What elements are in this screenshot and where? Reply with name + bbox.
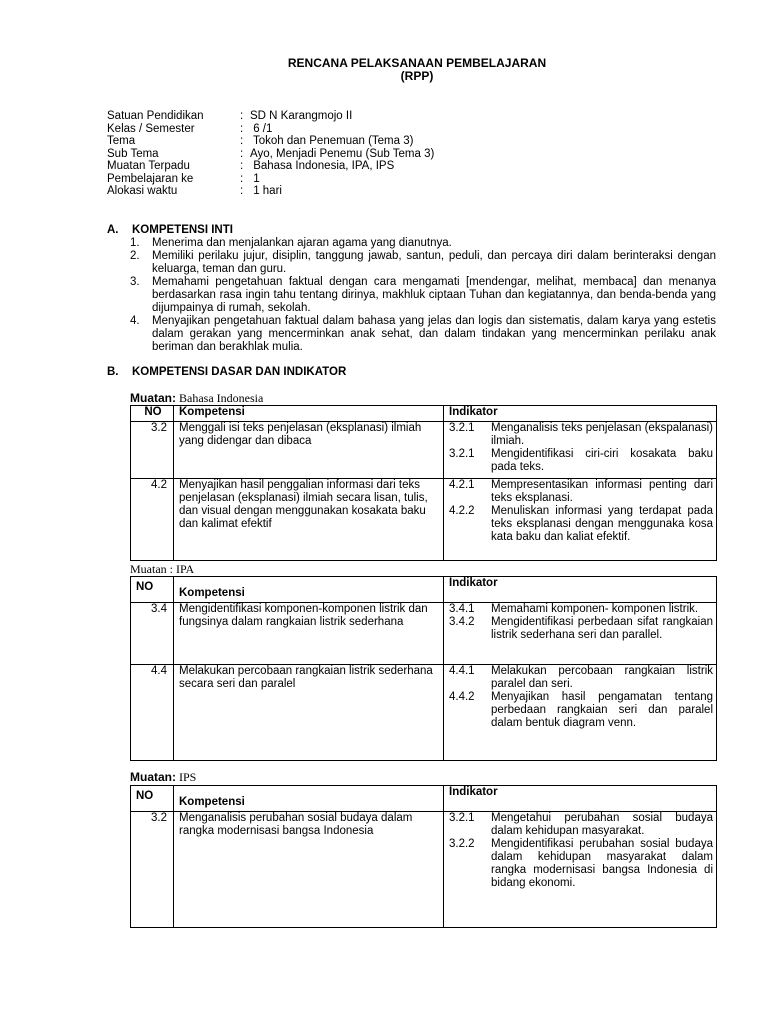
- indikator-text: Mengetahui perubahan sosial budaya dalam kehidupan masyarakat.: [491, 812, 713, 837]
- identity-value: SD N Karangmojo II: [250, 110, 353, 122]
- kd-number: 3.4: [131, 603, 174, 665]
- indikator-text: Mengidentifikasi ciri-ciri kosakata baku pada teks.: [491, 448, 713, 473]
- section-b-heading: B. KOMPETENSI DASAR DAN INDIKATOR: [107, 366, 347, 378]
- ips-table: [130, 785, 717, 928]
- col-indikator: Indikator: [444, 577, 717, 603]
- identity-separator: :: [240, 185, 244, 197]
- indikator-code: 3.4.1: [449, 603, 475, 615]
- table-row: [131, 479, 717, 561]
- indikator-code: 3.2.2: [449, 838, 475, 850]
- indikator-item: [449, 812, 713, 838]
- indikator-item: [449, 448, 713, 474]
- kd-indikator: [444, 812, 717, 928]
- identity-key: Alokasi waktu: [107, 185, 178, 197]
- ki-item: [130, 237, 716, 250]
- kd-kompetensi: Menggali isi teks penjelasan (eksplanasi) ilmiah yang didengar dan dibaca: [174, 422, 444, 479]
- kd-indikator: [444, 422, 717, 479]
- table-row: [131, 812, 717, 928]
- identity-separator: :: [240, 122, 244, 135]
- kd-kompetensi: Menyajikan hasil penggalian informasi dari teks penjelasan (eksplanasi) ilmiah secara lisan, tulis, dan visual dengan menggunakan kosakata baku dan kalimat efektif: [174, 479, 444, 561]
- identity-row: [107, 110, 434, 123]
- col-indikator: Indikator: [444, 786, 717, 812]
- ki-item: [130, 250, 716, 276]
- kd-kompetensi: Menganalisis perubahan sosial budaya dalam rangka modernisasi bangsa Indonesia: [174, 812, 444, 928]
- identity-separator: :: [240, 160, 244, 172]
- indikator-item: [449, 616, 713, 642]
- identity-row: [107, 135, 434, 148]
- indikator-text: Menuliskan informasi yang terdapat pada teks eksplanasi dengan menggunaka kosa kata baku dan kaliat efektif.: [491, 505, 713, 543]
- indikator-item: [449, 479, 713, 505]
- identity-row: [107, 185, 434, 198]
- table-row: [131, 665, 717, 761]
- ipa-table: [130, 576, 717, 761]
- indikator-text: Mempresentasikan informasi penting dari teks eksplanasi.: [491, 479, 713, 504]
- identity-value: Ayo, Menjadi Penemu (Sub Tema 3): [250, 147, 435, 160]
- indikator-item: [449, 505, 713, 544]
- identity-value: 1 hari: [250, 185, 282, 197]
- kd-indikator: [444, 603, 717, 665]
- identity-row: [107, 123, 434, 136]
- identity-key: Muatan Terpadu: [107, 160, 190, 172]
- ki-text: Menyajikan pengetahuan faktual dalam bahasa yang jelas dan logis dan sistematis, dalam karya yang estetis dalam gerakan yang mencerminkan anak sehat, dan dalam tindakan yang mencerminkan perilaku anak beriman dan berakhlak mulia.: [152, 315, 716, 353]
- indikator-text: Menganalisis teks penjelasan (ekspalanasi) ilmiah.: [491, 422, 713, 447]
- identity-value: Bahasa Indonesia, IPA, IPS: [250, 160, 395, 172]
- indikator-code: 4.4.2: [449, 691, 475, 703]
- identity-value: Tokoh dan Penemuan (Tema 3): [250, 135, 414, 147]
- ki-item: [130, 315, 716, 354]
- identity-row: [107, 173, 434, 186]
- kd-indikator: [444, 665, 717, 761]
- indikator-text: Mengidentifikasi perubahan sosial budaya dalam kehidupan masyarakat dalam rangka modernisasi bangsa Indonesia di bidang ekonomi.: [491, 838, 713, 889]
- indikator-code: 4.2.1: [449, 479, 475, 491]
- kd-number: 4.4: [131, 665, 174, 761]
- identity-separator: :: [240, 147, 244, 160]
- col-no: NO: [131, 577, 174, 603]
- ki-text: Memiliki perilaku jujur, disiplin, tanggung jawab, santun, peduli, dan percaya diri dalam berinteraksi dengan keluarga, teman dan guru.: [152, 250, 716, 275]
- kd-number: 3.2: [131, 422, 174, 479]
- indikator-item: [449, 665, 713, 691]
- indikator-text: Memahami komponen- komponen listrik.: [491, 603, 699, 615]
- ki-number: 3.: [130, 276, 140, 288]
- kd-number: 3.2: [131, 812, 174, 928]
- ki-number: 2.: [130, 250, 140, 262]
- ki-text: Menerima dan menjalankan ajaran agama yang dianutnya.: [152, 237, 452, 249]
- muatan-ipa-label: Muatan : IPA: [130, 562, 195, 576]
- muatan-bahasa-label: Muatan: Bahasa Indonesia: [130, 391, 264, 405]
- ki-item: [130, 276, 716, 315]
- indikator-item: [449, 603, 713, 616]
- ki-number: 1.: [130, 237, 140, 249]
- indikator-item: [449, 422, 713, 448]
- identity-key: Tema: [107, 135, 136, 147]
- section-a-heading: A. KOMPETENSI INTI: [107, 224, 233, 236]
- kd-number: 4.2: [131, 479, 174, 561]
- muatan-ips-label: Muatan: IPS: [130, 770, 197, 784]
- identity-value: 6 /1: [250, 122, 273, 135]
- ki-number: 4.: [130, 315, 140, 327]
- col-kompetensi: Kompetensi: [174, 577, 444, 603]
- identity-separator: :: [240, 135, 244, 147]
- kd-kompetensi: Mengidentifikasi komponen-komponen listrik dan fungsinya dalam rangkaian listrik sederhana: [174, 603, 444, 665]
- indikator-text: Mengidentifikasi perbedaan sifat rangkaian listrik sederhana seri dan parallel.: [491, 616, 713, 641]
- indikator-code: 3.2.1: [449, 812, 475, 824]
- indikator-code: 4.2.2: [449, 505, 475, 517]
- table-row: [131, 603, 717, 665]
- indikator-code: 3.2.1: [449, 448, 475, 460]
- identity-key: Sub Tema: [107, 147, 159, 160]
- indikator-code: 3.2.1: [449, 422, 475, 434]
- identity-row: [107, 160, 434, 173]
- kd-indikator: [444, 479, 717, 561]
- doc-subtitle: (RPP): [400, 69, 434, 83]
- identity-table: [107, 110, 434, 198]
- col-no: NO: [131, 786, 174, 812]
- identity-value: 1: [250, 172, 260, 185]
- identity-key: Satuan Pendidikan: [107, 110, 204, 122]
- indikator-text: Melakukan percobaan rangkaian listrik paralel dan seri.: [491, 665, 713, 690]
- col-indikator: Indikator: [444, 406, 717, 422]
- identity-row: [107, 148, 434, 161]
- col-kompetensi: Kompetensi: [174, 406, 444, 422]
- col-kompetensi: Kompetensi: [174, 786, 444, 812]
- indikator-item: [449, 691, 713, 730]
- identity-separator: :: [240, 172, 244, 185]
- identity-separator: :: [240, 110, 244, 122]
- kd-kompetensi: Melakukan percobaan rangkaian listrik sederhana secara seri dan paralel: [174, 665, 444, 761]
- identity-key: Pembelajaran ke: [107, 172, 194, 185]
- doc-title: RENCANA PELAKSANAAN PEMBELAJARAN: [287, 56, 547, 70]
- identity-key: Kelas / Semester: [107, 122, 195, 135]
- indikator-code: 4.4.1: [449, 665, 475, 677]
- col-no: NO: [131, 406, 174, 422]
- bahasa-table: [130, 405, 717, 561]
- indikator-text: Menyajikan hasil pengamatan tentang perbedaan rangkaian seri dan paralel dalam bentuk diagram venn.: [491, 691, 713, 729]
- table-row: [131, 422, 717, 479]
- indikator-code: 3.4.2: [449, 616, 475, 628]
- indikator-item: [449, 838, 713, 890]
- kompetensi-inti-list: [130, 237, 716, 354]
- ki-text: Memahami pengetahuan faktual dengan cara mengamati [mendengar, melihat, membaca] dan menanya berdasarkan rasa ingin tahu tentang dirinya, makhluk ciptaan Tuhan dan kegiatannya, dan benda-benda yang dijumpainya di rumah, sekolah.: [152, 276, 716, 314]
